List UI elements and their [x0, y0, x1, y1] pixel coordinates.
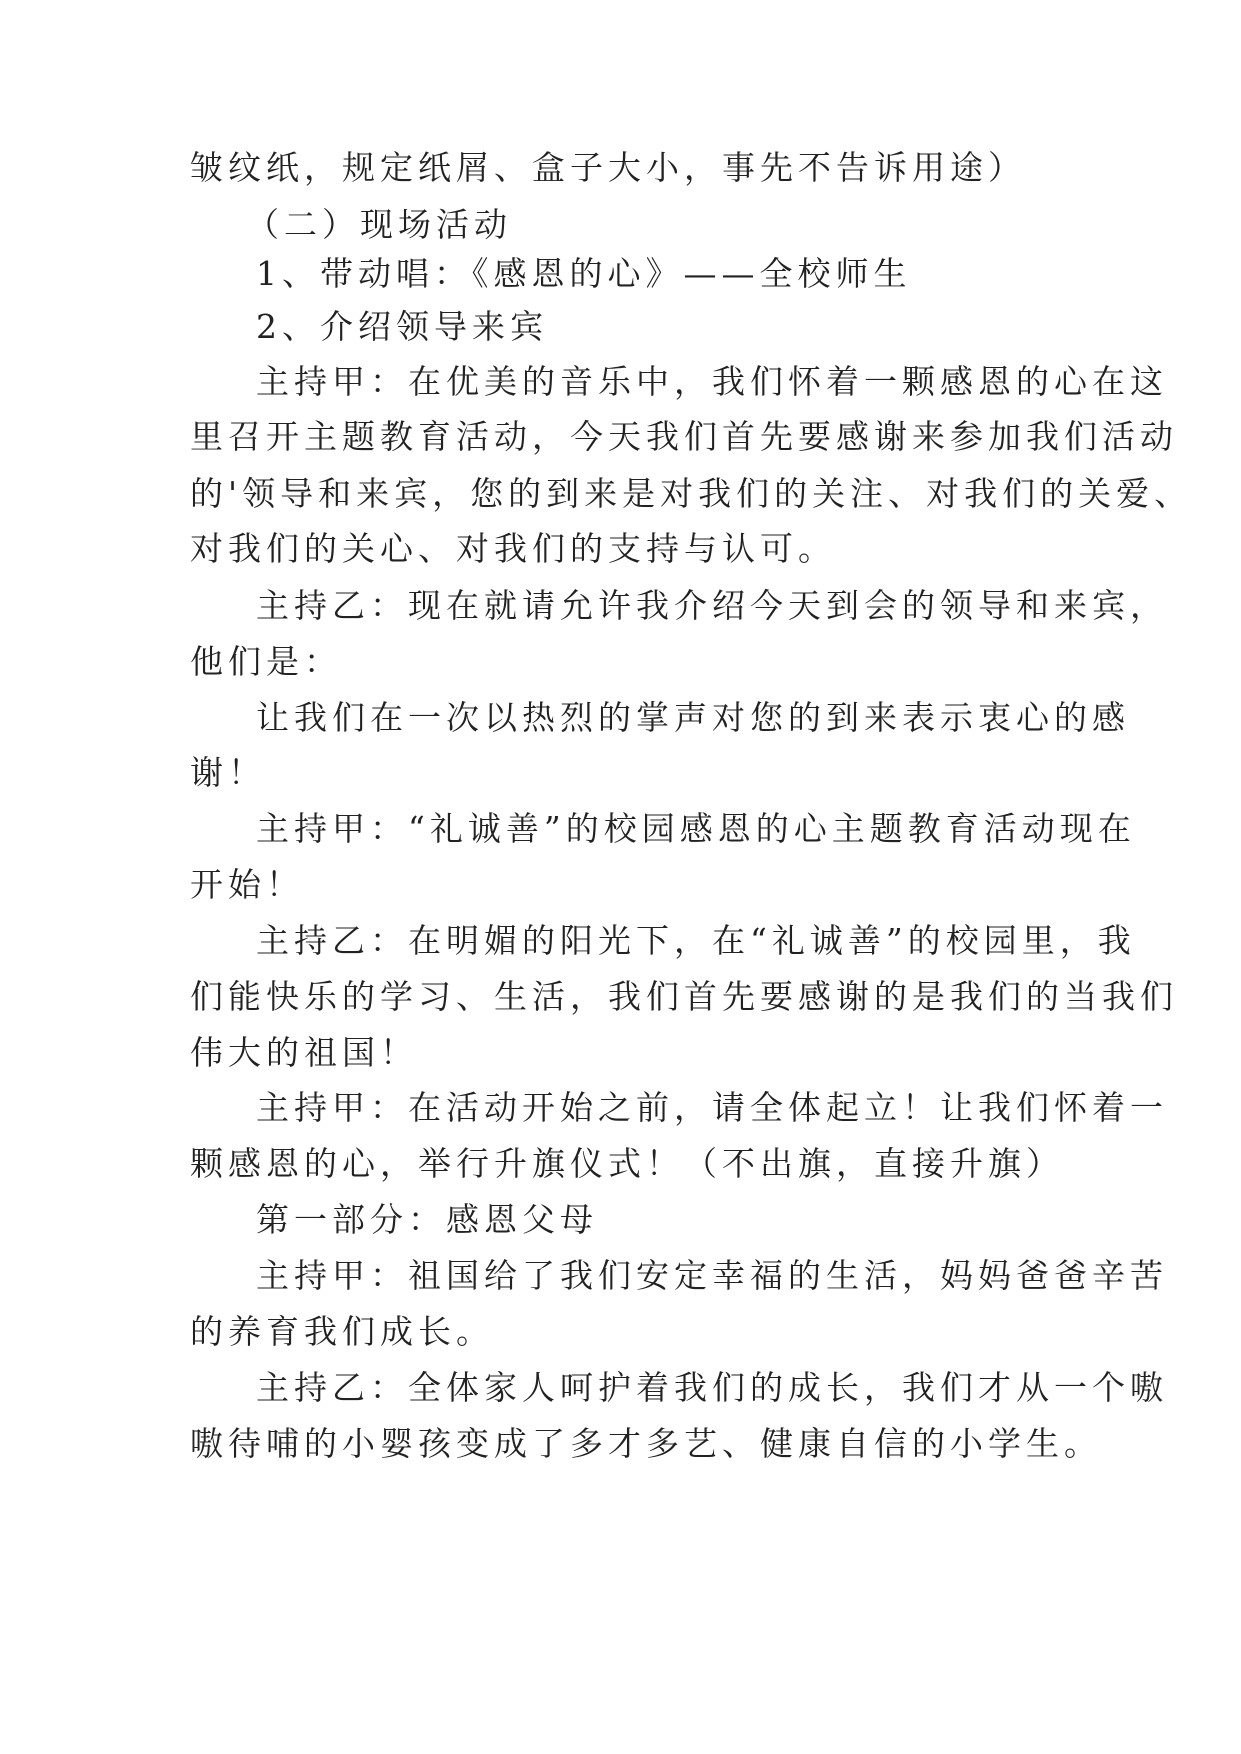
text-line: 颗感恩的心，举行升旗仪式！（不出旗，直接升旗） [190, 1144, 1064, 1183]
text-line: 里召开主题教育活动，今天我们首先要感谢来参加我们活动 [190, 417, 1178, 456]
text-line: 的'领导和来宾，您的到来是对我们的关注、对我们的关爱、 [190, 474, 1193, 513]
text-line: 对我们的关心、对我们的支持与认可。 [190, 529, 836, 568]
section-heading: 第一部分：感恩父母 [256, 1200, 598, 1239]
text-line: 主持乙：在明媚的阳光下，在“礼诚善”的校园里，我 [256, 921, 1136, 960]
text-line: 主持甲：在优美的音乐中，我们怀着一颗感恩的心在这 [256, 362, 1168, 401]
text-line: 主持乙：现在就请允许我介绍今天到会的领导和来宾， [256, 586, 1168, 625]
text-line: 主持甲：在活动开始之前，请全体起立！让我们怀着一 [256, 1088, 1168, 1127]
text-line: 开始！ [190, 865, 304, 904]
text-line: 让我们在一次以热烈的掌声对您的到来表示衷心的感 [256, 698, 1130, 737]
text-line: 皱纹纸，规定纸屑、盒子大小，事先不告诉用途） [190, 148, 1026, 187]
text-line: 主持甲：祖国给了我们安定幸福的生活，妈妈爸爸辛苦 [256, 1256, 1168, 1295]
text-line: 主持乙：全体家人呵护着我们的成长，我们才从一个嗷 [256, 1368, 1168, 1407]
text-line: 的养育我们成长。 [190, 1312, 494, 1351]
text-line: 嗷待哺的小婴孩变成了多才多艺、健康自信的小学生。 [190, 1424, 1102, 1463]
section-heading: （二）现场活动 [246, 205, 512, 244]
list-item: 2、介绍领导来宾 [256, 307, 548, 346]
text-line: 伟大的祖国！ [190, 1033, 418, 1072]
text-line: 他们是： [190, 642, 342, 681]
list-item: 1、带动唱：《感恩的心》——全校师生 [256, 254, 912, 293]
text-line: 主持甲：“礼诚善”的校园感恩的心主题教育活动现在 [256, 809, 1136, 848]
text-line: 谢！ [190, 753, 266, 792]
text-line: 们能快乐的学习、生活，我们首先要感谢的是我们的当我们 [190, 977, 1178, 1016]
